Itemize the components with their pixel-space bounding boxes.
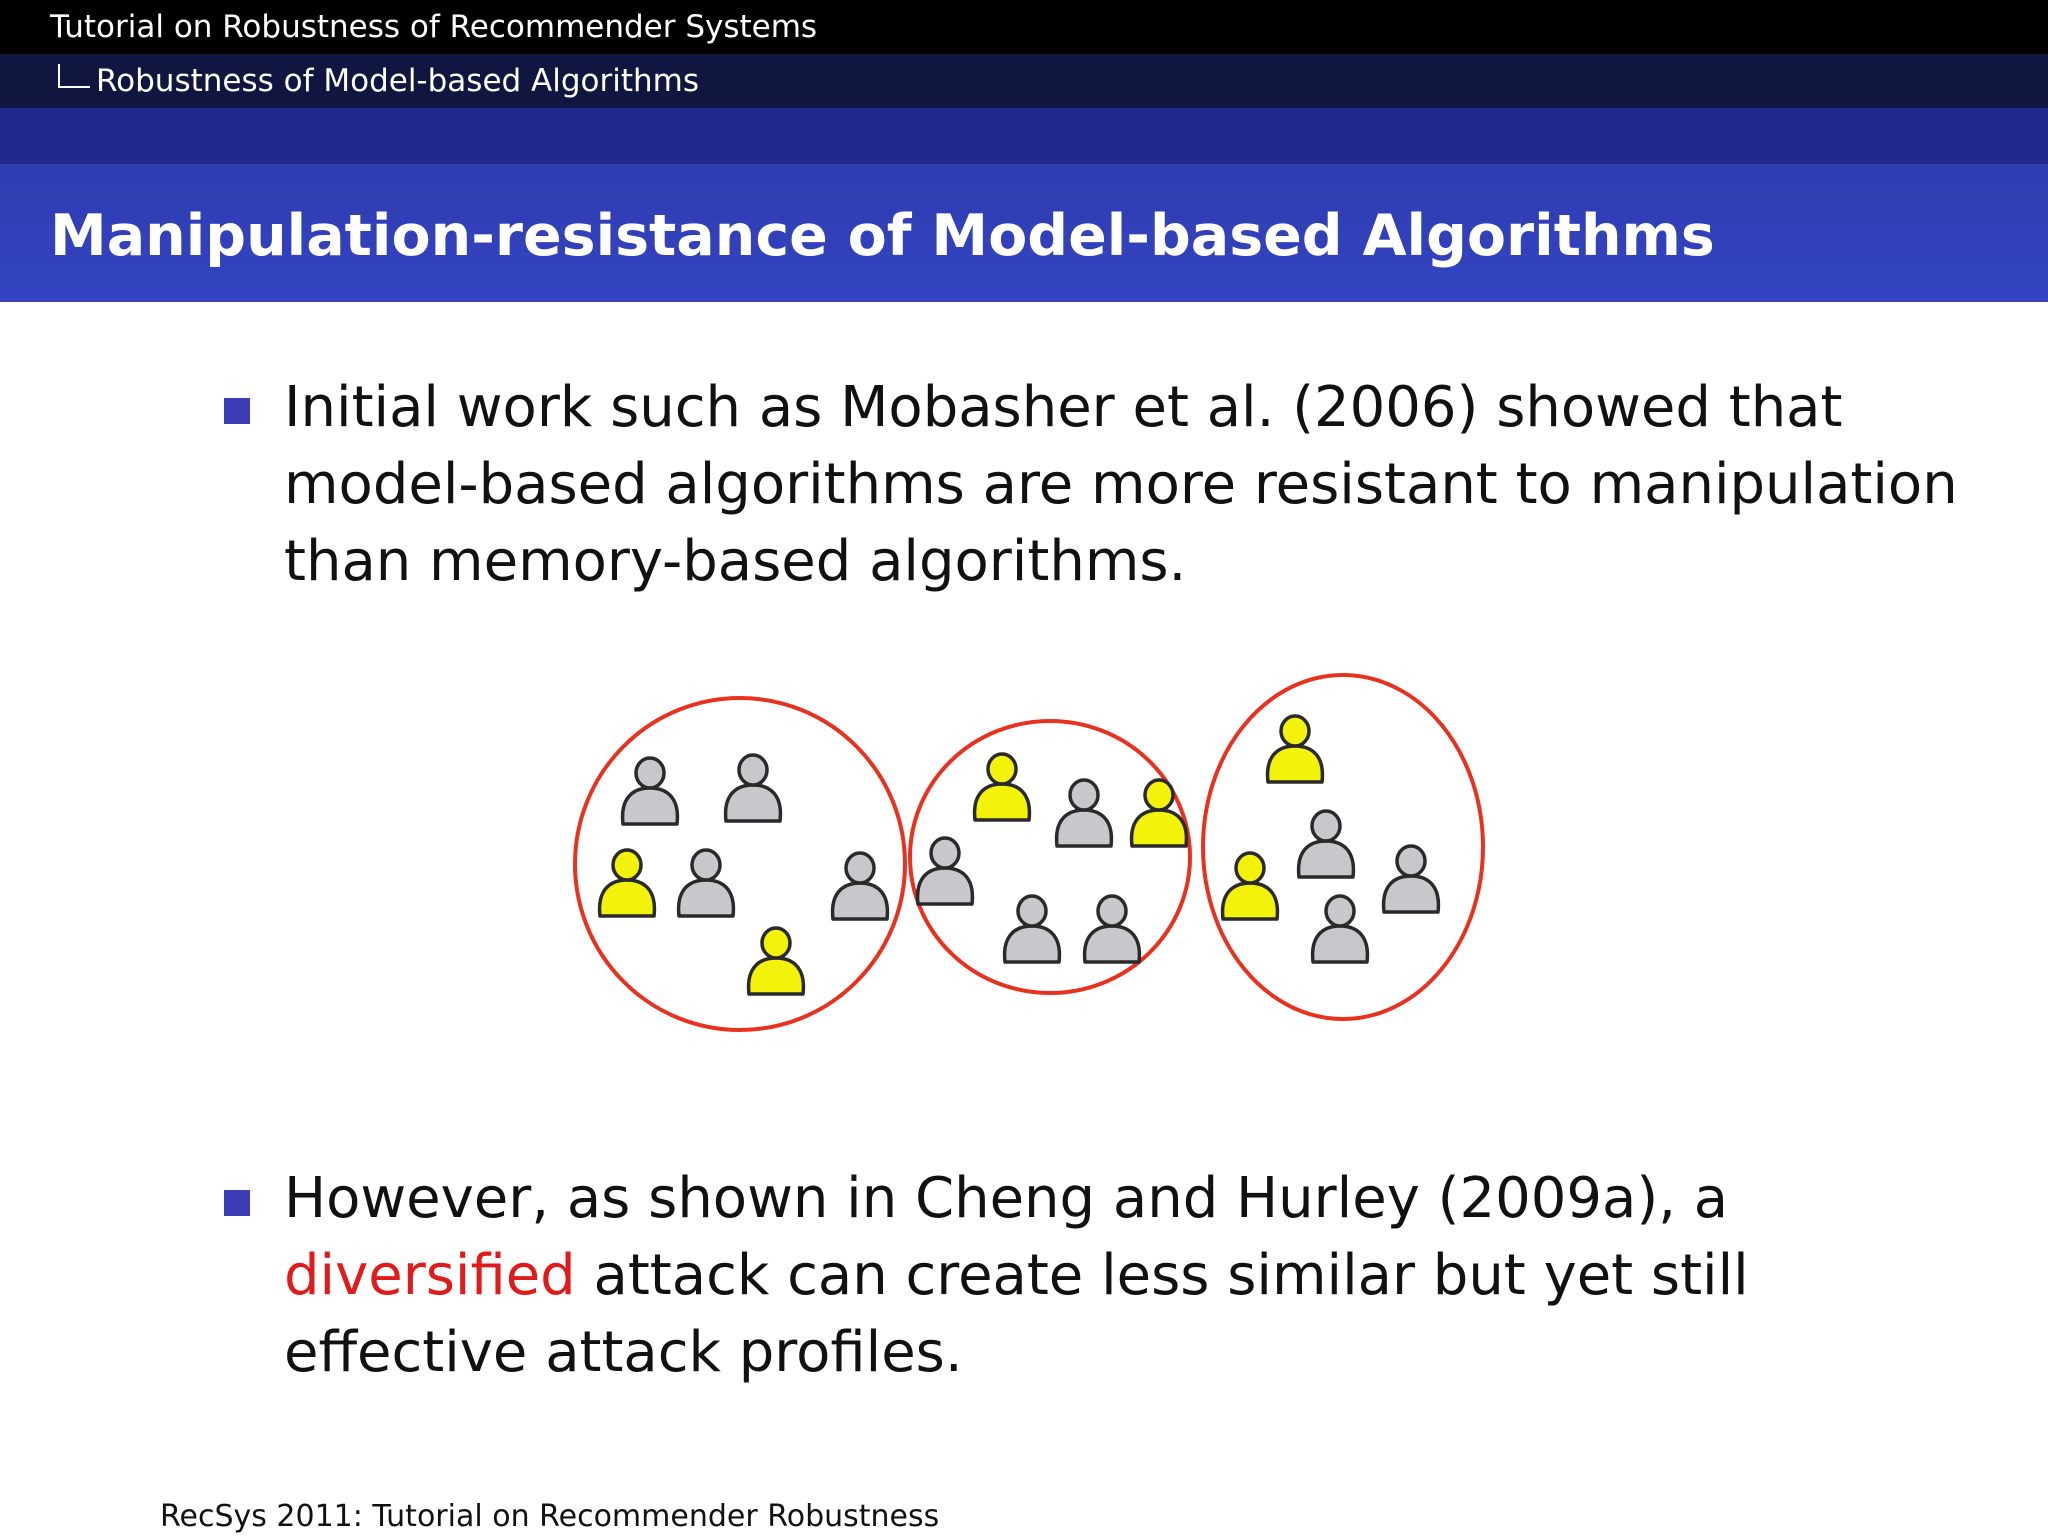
- genuine-user-icon: [1005, 896, 1060, 962]
- genuine-user-icon: [1299, 811, 1354, 877]
- attacker-user-icon: [749, 928, 804, 994]
- header-subsection-bar: [0, 54, 2048, 108]
- attacker-user-icon: [975, 754, 1030, 820]
- tree-corner-icon: [58, 64, 90, 88]
- genuine-user-icon: [833, 853, 888, 919]
- genuine-user-icon: [1085, 896, 1140, 962]
- title-bar: [0, 164, 2048, 302]
- bullet-text-2-start: However, as shown in Cheng and Hurley (2009a), a: [284, 1166, 1729, 1231]
- attacker-user-icon: [1223, 853, 1278, 919]
- genuine-user-icon: [918, 838, 973, 904]
- bullet-text-1: Initial work such as Mobasher et al. (2006) showed that model-based algorithms are more resistant to manipulation than memory-based algorithms.: [284, 375, 1958, 594]
- footer-text: RecSys 2011: Tutorial on Recommender Robustness: [160, 1499, 940, 1534]
- genuine-user-icon: [679, 850, 734, 916]
- genuine-user-icon: [1057, 780, 1112, 846]
- genuine-user-icon: [1313, 896, 1368, 962]
- attacker-user-icon: [1132, 780, 1187, 846]
- genuine-user-icon: [1384, 846, 1439, 912]
- header-section-bar: [0, 0, 2048, 54]
- cluster-right: [1203, 675, 1483, 1019]
- slide-title: Manipulation-resistance of Model-based Algorithms: [50, 203, 1715, 269]
- genuine-user-icon: [623, 758, 678, 824]
- highlight-diversified: diversified: [284, 1243, 576, 1308]
- header-section-title: Tutorial on Robustness of Recommender Systems: [50, 9, 818, 45]
- header-subsection-title: Robustness of Model-based Algorithms: [96, 63, 700, 99]
- genuine-user-icon: [726, 755, 781, 821]
- cluster-figure: [540, 660, 1520, 1060]
- attacker-user-icon: [1268, 716, 1323, 782]
- cluster-left: [575, 698, 905, 1030]
- bullet-text-2: [284, 1160, 2004, 1391]
- bullet-text-2-end: attack can create less similar but yet still effective attack profiles.: [284, 1243, 1749, 1385]
- bullet-square-icon: [224, 398, 250, 424]
- cluster-middle: [910, 721, 1190, 993]
- header-spacer-bar: [0, 108, 2048, 164]
- bullet-square-icon: [224, 1190, 250, 1216]
- attacker-user-icon: [600, 850, 655, 916]
